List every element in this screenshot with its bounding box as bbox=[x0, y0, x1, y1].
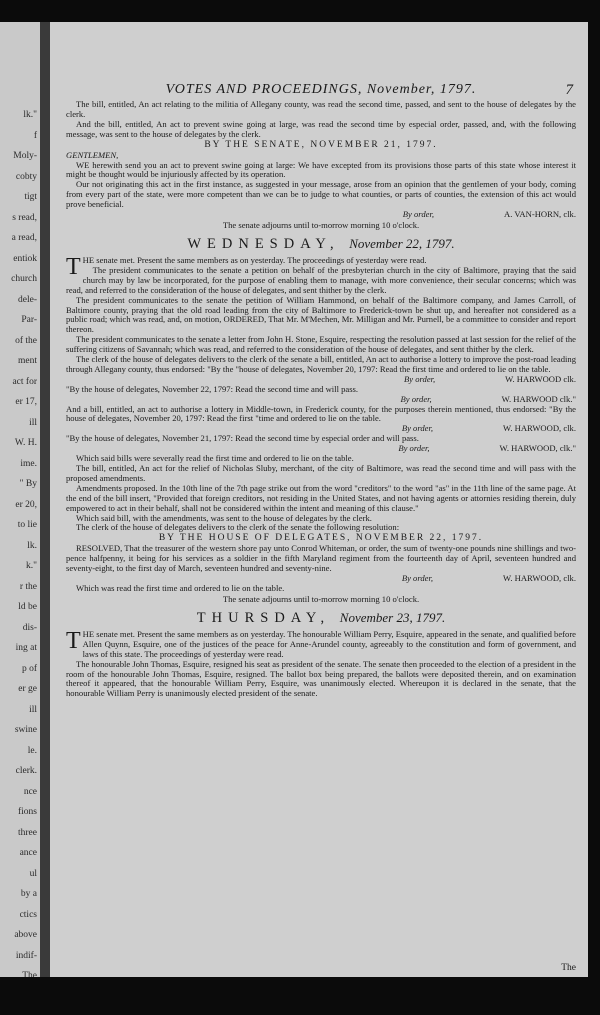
facing-page-word: act for bbox=[12, 376, 37, 387]
running-head-title: VOTES AND PROCEEDINGS, November, 1797. bbox=[165, 82, 477, 97]
facing-page-word: dele- bbox=[18, 294, 37, 305]
facing-page-word: r the bbox=[19, 581, 37, 592]
senate-message-heading: BY THE SENATE, NOVEMBER 21, 1797. bbox=[204, 139, 438, 150]
facing-page-word: k." bbox=[25, 561, 37, 571]
endorsement: "By the house of delegates, November 22, 1797: Read the second time and will pass. bbox=[66, 383, 359, 394]
page-number: 7 bbox=[565, 82, 574, 98]
facing-page-word: ance bbox=[19, 848, 37, 858]
facing-page-word: fions bbox=[18, 807, 37, 817]
house-resolution-heading: BY THE HOUSE OF DELEGATES, NOVEMBER 22, 1797. bbox=[158, 533, 484, 544]
facing-page-word: swine bbox=[14, 725, 37, 735]
facing-page-word: ill bbox=[29, 417, 37, 428]
signature-harwood: By order, W. HARWOOD, clk. bbox=[401, 423, 576, 434]
paragraph: The clerk of the house of delegates delivers to the clerk of the senate the following resolution: bbox=[76, 522, 400, 533]
facing-page-word: lk." bbox=[23, 110, 37, 120]
paragraph: The president communicates to the senate a letter from John H. Stone, Esquire, respecting the resolution passed at last session for the relief of the suffering citizens of Savannah; which was read, and referred to the consideration of the house of delegates, and sent thither by the clerk. bbox=[66, 334, 576, 355]
paragraph: The president communicates to the senate a petition on behalf of the presbyterian church in the city of Baltimore, praying that the said church may by law be incorporated, for the purpose of enabling them to manage, with more convenience, their secular concerns; which was read, and referred to the consideration of the house of delegates, and sent thither by the clerk. bbox=[66, 264, 576, 295]
facing-page-word: ment bbox=[18, 356, 37, 366]
facing-page-word: to lie bbox=[17, 520, 37, 530]
facing-page-word: ld be bbox=[18, 602, 37, 612]
bill-swine-paragraph: And the bill, entitled, An act to prevent swine going at large, was read the second time by especial order, passed, and, with the following message, was sent to the house of delegates by the clerk. bbox=[66, 118, 576, 139]
signature-harwood: By order, W. HARWOOD, clk." bbox=[398, 443, 576, 454]
facing-page-word: er 20, bbox=[15, 499, 37, 510]
paragraph: Which said bill, with the amendments, was sent to the house of delegates by the clerk. bbox=[76, 512, 372, 523]
facing-page-word: f bbox=[33, 130, 37, 141]
page-content bbox=[66, 22, 576, 699]
facing-page-word: nce bbox=[23, 786, 37, 797]
binding-gutter bbox=[40, 22, 50, 977]
paragraph: The president communicates to the senate the petition of William Hammond, on behalf of the Baltimore company, and James Carroll, of Baltimore county, praying that the old road leading from the city of Baltimore to Frederick-town be shut up, and hereafter not considered as a public road; which was read, and, on motion, ORDERED, That Mr. M'Mechen, Mr. Milligan and Mr. Purnell, be a committee to consider and report thereon. bbox=[66, 294, 576, 335]
day-heading-thursday: THURSDAY, November 23, 1797. bbox=[196, 609, 446, 626]
drop-cap: T bbox=[66, 253, 81, 280]
facing-page-word: ime. bbox=[20, 458, 37, 469]
facing-page-word: Moly- bbox=[13, 151, 37, 161]
paragraph: The honourable John Thomas, Esquire, resigned his seat as president of the senate. The senate then proceeded to the election of a president in the room of the honourable John Thomas, Esquire, resigned. The ballot box being prepared, the ballots were deposited therein, and on examination thereof it appeared, that the honourable William Perry, Esquire, was unanimously elected. Whereupon it is declared in the senate, that the honourable William Perry is unanimously elected president of the senate. bbox=[66, 658, 576, 699]
salutation: GENTLEMEN, bbox=[66, 149, 119, 160]
facing-page-word: clerk. bbox=[15, 766, 37, 776]
wednesday-opening: THE senate met. Present the same members as on yesterday. The proceedings of yesterday were read. bbox=[66, 253, 427, 280]
signature-harwood: By order, W. HARWOOD clk. bbox=[403, 373, 576, 384]
drop-cap: T bbox=[66, 627, 81, 654]
signature-harwood: By order, W. HARWOOD, clk. bbox=[401, 573, 576, 584]
facing-page-word: cobty bbox=[15, 171, 37, 182]
message-paragraph-1: WE herewith send you an act to prevent swine going at large: We have excepted from its provisions those parts of this state whose interest it might be thought would be injuriously affected by its operation. bbox=[66, 159, 576, 180]
facing-page-word: W. H. bbox=[14, 438, 37, 448]
bill-militia-paragraph: The bill, entitled, An act relating to the militia of Allegany county, was read the second time, passed, and sent to the house of delegates by the clerk. bbox=[66, 99, 576, 119]
facing-page-word: church bbox=[11, 274, 37, 284]
running-head bbox=[66, 82, 576, 100]
document-page bbox=[50, 22, 588, 977]
facing-page-word: three bbox=[18, 827, 37, 838]
signature-vanhorn: By order, A. VAN-HORN, clk. bbox=[402, 209, 576, 220]
day-heading-wednesday: WEDNESDAY, November 22, 1797. bbox=[187, 235, 455, 252]
facing-page-word: a read, bbox=[11, 233, 37, 243]
resolution-paragraph: RESOLVED, That the treasurer of the western shore pay unto Conrod Whiteman, or order, the sum of twenty-one pounds nine shillings and two-pence halfpenny, it being for his services as a soldier in the fifth Maryland regiment from the fourteenth day of April, seventeen hundred and seventy-eight, to the first day of March, seventeen hundred and seventy-nine. bbox=[66, 543, 576, 574]
paragraph: Which was read the first time and ordered to lie on the table. bbox=[76, 582, 285, 593]
facing-page-word: The bbox=[22, 971, 37, 977]
facing-page-word: " By bbox=[19, 479, 37, 489]
paragraph: Amendments proposed. In the 10th line of the 7th page strike out from the word "creditors" to the word "as" in the 11th line of the same page. At the end of the bill insert, "Provided that foreign creditors, not residing in the United States, and not having agents or attornies residing therein, duly empowered to act in their behalf, shall not be considered within the intent and meaning of this clause." bbox=[66, 482, 576, 513]
paragraph: The bill, entitled, An act for the relief of Nicholas Sluby, merchant, of the city of Baltimore, was read the second time and will pass with the proposed amendments. bbox=[66, 463, 576, 483]
catchword: The bbox=[561, 963, 576, 973]
facing-page-word: ul bbox=[29, 868, 37, 879]
facing-page-word: s read, bbox=[12, 212, 37, 223]
facing-page-word: ill bbox=[29, 704, 37, 715]
facing-page-word: er 17, bbox=[15, 397, 37, 407]
endorsement: "By the house of delegates, November 21, 1797: Read the second time by especial order and will pass. bbox=[66, 433, 419, 444]
facing-page-word: le. bbox=[27, 745, 37, 756]
facing-page-word: p of bbox=[21, 663, 37, 674]
facing-page-word: above bbox=[14, 930, 37, 940]
facing-page-word: ctics bbox=[19, 909, 37, 920]
facing-page-word: ing at bbox=[15, 643, 37, 653]
facing-page-fragment bbox=[0, 22, 40, 977]
message-paragraph-2: Our not originating this act in the first instance, as suggested in your message, arose from an opinion that the gentlemen of your body, coming from every part of the state, were more competent than we can be to judge to what counties, or parts of counties, the extension of this act would prove beneficial. bbox=[66, 179, 576, 210]
facing-page-word: lk. bbox=[27, 540, 37, 551]
facing-page-word: indif- bbox=[15, 950, 37, 961]
facing-page-word: Par- bbox=[21, 315, 37, 325]
thursday-opening: THE senate met. Present the same members as on yesterday. The honourable William Perry, Esquire, appeared in the senate, and qualified before Allen Quynn, Esquire, one of the justices of the peace for Anne-Arundel county, agreeably to the constitution and form of government, and laws of this state. The proceedings of yesterday were read. bbox=[66, 627, 576, 659]
facing-page-word: entiok bbox=[13, 253, 37, 264]
facing-page-word: of the bbox=[15, 335, 37, 346]
facing-page-word: dis- bbox=[22, 622, 37, 633]
adjournment-note: The senate adjourns until to-morrow morning 10 o'clock. bbox=[222, 219, 420, 230]
paragraph: Which said bills were severally read the first time and ordered to lie on the table. bbox=[76, 453, 354, 464]
paragraph: The clerk of the house of delegates delivers to the clerk of the senate a bill, entitled, An act to authorise a lottery to improve the post-road leading through Allegany county, thus endorsed: "By the "house of delegates, November 20, 1797: Read the first time and ordered to lie on the table. bbox=[66, 354, 576, 374]
facing-page-word: er ge bbox=[18, 684, 37, 694]
facing-page-word: tigt bbox=[24, 192, 37, 202]
lottery-bill-paragraph: And a bill, entitled, an act to authorise a lottery in Middle-town, in Frederick county, for the purposes therein mentioned, thus endorsed: "By the house of delegates, November 20, 1797: Read the first "time and ordered to lie on the table. bbox=[66, 403, 576, 424]
facing-page-word: by a bbox=[20, 889, 37, 899]
signature-harwood: By order, W. HARWOOD clk." bbox=[400, 393, 576, 404]
adjournment-note: The senate adjourns until to-morrow morning 10 o'clock. bbox=[222, 593, 420, 604]
